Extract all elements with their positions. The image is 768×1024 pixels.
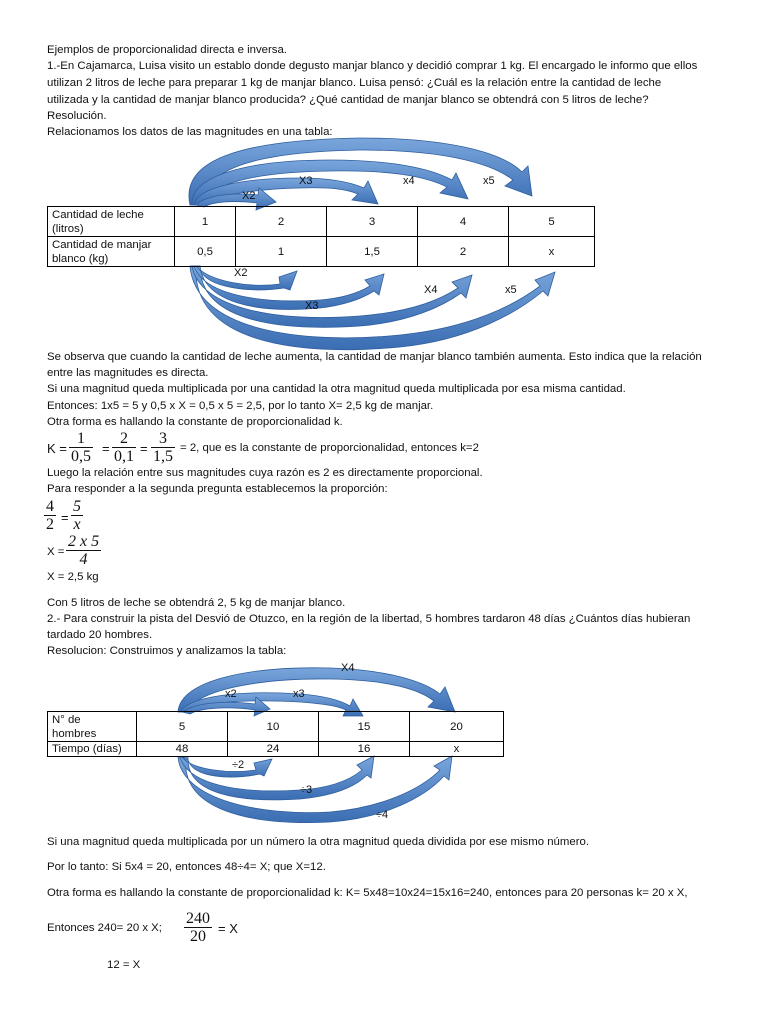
p2-top-label-x4: X4 xyxy=(341,662,355,674)
p1-intro-line-2: utilizan 2 litros de leche para preparar 1 kg de manjar blanco. Luisa pensó: ¿Cuál es la relación entre la cantidad de leche xyxy=(47,77,662,89)
p2-proportion-table xyxy=(47,711,504,757)
table-cell: 3 xyxy=(327,207,418,237)
k-fraction-1: $\frac{1}{0,5}$ xyxy=(71,430,91,465)
p1-observation-line-2: entre las magnitudes es directa. xyxy=(47,367,209,379)
k-fraction-3: $\frac{3}{1,5}$ xyxy=(153,430,173,465)
p1-bottom-label-x2: X2 xyxy=(234,267,248,279)
table-cell: x xyxy=(509,237,595,267)
table-row xyxy=(48,712,504,742)
table-cell: 5 xyxy=(509,207,595,237)
p2-rule: Si una magnitud queda multiplicada por un número la otra magnitud queda dividida por ese mismo número. xyxy=(47,836,590,848)
k-fraction-2: $\frac{2}{0,1}$ xyxy=(114,430,134,465)
row-label: Tiempo (días) xyxy=(48,742,137,757)
p2-top-label-x3: x3 xyxy=(293,688,305,700)
p1-top-label-x3: X3 xyxy=(299,175,313,187)
proportion-right: $\frac{5}{x}$ xyxy=(73,498,81,533)
p1-top-label-x2: X2 xyxy=(242,190,256,202)
p1-conclusion: Con 5 litros de leche se obtendrá 2, 5 kg de manjar blanco. xyxy=(47,597,346,609)
p1-intro-line-1: 1.-En Cajamarca, Luisa visito un establo donde degusto manjar blanco y decidió comprar 1 kg. El encargado le informo que ellos xyxy=(47,60,698,72)
p2-bottom-label-div4: ÷4 xyxy=(376,809,389,821)
table-cell: 20 xyxy=(410,712,504,742)
p1-entonces: Entonces: 1x5 = 5 y 0,5 x X = 0,5 x 5 = 2,5, por lo tanto X= 2,5 kg de manjar. xyxy=(47,400,434,412)
table-cell: 2 xyxy=(418,237,509,267)
p1-relacionamos: Relacionamos los datos de las magnitudes en una tabla: xyxy=(47,126,333,138)
table-cell: 1 xyxy=(175,207,236,237)
k-suffix: = 2, que es la constante de proporcionalidad, entonces k=2 xyxy=(180,442,479,454)
p1-top-label-x5: x5 xyxy=(483,175,495,187)
p2-bottom-label-div3: ÷3 xyxy=(300,784,313,796)
table-cell: 4 xyxy=(418,207,509,237)
p1-top-label-x4: x4 xyxy=(403,175,415,187)
arrow-bottom-div3 xyxy=(180,756,374,800)
p1-bottom-label-x4: X4 xyxy=(424,284,438,296)
table-cell: 1,5 xyxy=(327,237,418,267)
p2-bottom-label-div2: ÷2 xyxy=(232,759,245,771)
p1-resolucion: Resolución. xyxy=(47,110,107,122)
final-fraction: $\frac{240}{20}$ xyxy=(186,910,210,945)
table-cell: x xyxy=(410,742,504,757)
p1-intro-line-3: utilizada y la cantidad de manjar blanco producida? ¿Qué cantidad de manjar blanco se obtendrá con 5 litros de leche? xyxy=(47,94,649,106)
p2-por-lo-tanto: Por lo tanto: Si 5x4 = 20, entonces 48÷4= X; que X=12. xyxy=(47,861,326,873)
table-cell: 10 xyxy=(228,712,319,742)
p2-otra-forma: Otra forma es hallando la constante de proporcionalidad k: K= 5x48=10x24=15x16=240, entonces para 20 personas k= 20 x X, xyxy=(47,887,688,899)
table-cell: 16 xyxy=(319,742,410,757)
p1-bottom-label-x5: x5 xyxy=(505,284,517,296)
table-cell: 48 xyxy=(137,742,228,757)
equals-sign: = xyxy=(61,510,69,525)
equals-sign: = xyxy=(102,441,110,456)
heading: Ejemplos de proporcionalidad directa e inversa. xyxy=(47,44,287,56)
x-prefix: X = xyxy=(47,546,65,558)
p2-intro-line-1: 2.- Para construir la pista del Desvió de Otuzco, en la región de la libertad, 5 hombres tardaron 48 días ¿Cuántos días hubieran xyxy=(47,613,691,625)
p1-bottom-label-x3: X3 xyxy=(305,300,319,312)
row-label: N° de hombres xyxy=(48,712,137,742)
table-cell: 24 xyxy=(228,742,319,757)
arrow-bottom-div2 xyxy=(182,757,272,777)
p2-entonces: Entonces 240= 20 x X; xyxy=(47,922,162,934)
p1-para-responder: Para responder a la segunda pregunta establecemos la proporción: xyxy=(47,483,388,495)
table-cell: 2 xyxy=(236,207,327,237)
table-cell: 0,5 xyxy=(175,237,236,267)
p1-otra-forma: Otra forma es hallando la constante de proporcionalidad k. xyxy=(47,416,343,428)
table-cell: 5 xyxy=(137,712,228,742)
table-cell: 1 xyxy=(236,237,327,267)
p1-observation-line-1: Se observa que cuando la cantidad de leche aumenta, la cantidad de manjar blanco también aumenta. Esto indica que la relación xyxy=(47,351,702,363)
p2-result: 12 = X xyxy=(107,959,141,971)
p1-luego: Luego la relación entre sus magnitudes cuya razón es 2 es directamente proporcional. xyxy=(47,467,483,479)
p2-top-label-x2: x2 xyxy=(225,688,237,700)
p2-resolucion: Resolucion: Construimos y analizamos la tabla: xyxy=(47,645,287,657)
p2-intro-line-2: tardado 20 hombres. xyxy=(47,629,153,641)
table-cell: 15 xyxy=(319,712,410,742)
p1-rule: Si una magnitud queda multiplicada por una cantidad la otra magnitud queda multiplicada por esa misma cantidad. xyxy=(47,383,626,395)
k-prefix: K = xyxy=(47,441,67,456)
equals-sign: = xyxy=(140,441,148,456)
final-suffix: = X xyxy=(218,921,238,936)
row-label: Cantidad de leche (litros) xyxy=(48,207,175,237)
row-label: Cantidad de manjar blanco (kg) xyxy=(48,237,175,267)
x-result: X = 2,5 kg xyxy=(47,571,99,583)
table-row xyxy=(48,742,504,757)
proportion-left: $\frac{4}{2}$ xyxy=(46,498,54,533)
x-fraction: $\frac{2 x 5}{4}$ xyxy=(68,533,100,568)
